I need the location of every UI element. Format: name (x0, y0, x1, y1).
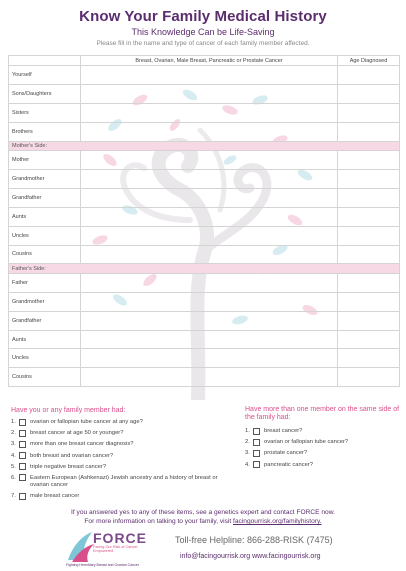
instruction-text: Please fill in the name and type of cancer of each family member affected. (96, 40, 310, 47)
table-row[interactable] (9, 66, 400, 85)
table-row[interactable] (9, 311, 400, 330)
row-label: Aunts (9, 330, 81, 349)
checkbox[interactable] (19, 493, 26, 500)
cancer-cell[interactable] (81, 245, 338, 264)
row-label: Sons/Daughters (9, 84, 81, 103)
cancer-cell[interactable] (81, 122, 338, 141)
family-history-table (8, 55, 400, 387)
row-label: Yourself (9, 66, 81, 85)
left-question-list (11, 419, 236, 504)
table-row[interactable] (9, 245, 400, 264)
table-row[interactable] (9, 169, 400, 188)
age-cell[interactable] (338, 169, 400, 188)
checkbox[interactable] (19, 430, 26, 437)
right-question-list (245, 428, 400, 473)
list-item (11, 430, 236, 437)
logo-subtagline: Fighting Hereditary Breast and Ovarian Cancer (66, 563, 139, 567)
item-text: prostate cancer? (264, 450, 308, 457)
call-to-action (0, 508, 406, 526)
checkbox[interactable] (19, 441, 26, 448)
item-number: 4. (245, 461, 250, 468)
list-item (245, 439, 400, 446)
row-label: Grandfather (9, 188, 81, 207)
checkbox[interactable] (253, 450, 260, 457)
list-item (245, 462, 400, 469)
age-cell[interactable] (338, 368, 400, 387)
list-item (11, 453, 236, 460)
item-number: 2. (11, 430, 16, 437)
list-item (245, 428, 400, 435)
row-label: Grandmother (9, 292, 81, 311)
age-cell[interactable] (338, 349, 400, 368)
checkbox[interactable] (253, 439, 260, 446)
section-label: Mother's Side: (9, 141, 400, 151)
age-cell[interactable] (338, 311, 400, 330)
item-number: 1. (11, 419, 16, 425)
age-cell[interactable] (338, 292, 400, 311)
list-item (11, 441, 236, 448)
table-row[interactable] (9, 103, 400, 122)
col-age-header: Age Diagnosed (338, 56, 400, 66)
table-row[interactable] (9, 349, 400, 368)
item-text: more than one breast cancer diagnosis? (30, 441, 134, 448)
section-row-mother (9, 141, 400, 151)
cancer-cell[interactable] (81, 188, 338, 207)
item-text: male breast cancer (30, 493, 80, 500)
cancer-cell[interactable] (81, 368, 338, 387)
col-cancer-header: Breast, Ovarian, Male Breast, Pancreatic or Prostate Cancer (81, 56, 338, 66)
cta-prefix: For more information on talking to your family, visit (84, 518, 234, 525)
cancer-cell[interactable] (81, 226, 338, 245)
table-row[interactable] (9, 151, 400, 170)
checkbox[interactable] (19, 474, 26, 481)
cta-line-2 (0, 517, 406, 526)
row-label: Aunts (9, 207, 81, 226)
table-row[interactable] (9, 368, 400, 387)
age-cell[interactable] (338, 273, 400, 292)
row-label: Mother (9, 151, 81, 170)
cancer-cell[interactable] (81, 330, 338, 349)
row-label: Uncles (9, 349, 81, 368)
family-history-link[interactable]: facingourrisk.org/familyhistory. (233, 518, 322, 525)
item-text: ovarian or fallopian tube cancer? (264, 439, 349, 446)
table-row[interactable] (9, 273, 400, 292)
age-cell[interactable] (338, 122, 400, 141)
cancer-cell[interactable] (81, 292, 338, 311)
header-blank (9, 56, 81, 66)
item-number: 1. (245, 428, 250, 434)
cancer-cell[interactable] (81, 349, 338, 368)
table-row[interactable] (9, 330, 400, 349)
left-questions-heading: Have you or any family member had: (11, 407, 126, 414)
list-item (11, 464, 236, 471)
item-number: 4. (11, 452, 16, 459)
checkbox[interactable] (19, 419, 26, 426)
age-cell[interactable] (338, 151, 400, 170)
right-questions-heading: Have more than one member on the same side of the family had: (245, 406, 400, 421)
item-number: 3. (11, 441, 16, 448)
age-cell[interactable] (338, 188, 400, 207)
cancer-cell[interactable] (81, 84, 338, 103)
age-cell[interactable] (338, 245, 400, 264)
row-label: Grandfather (9, 311, 81, 330)
page-title: Know Your Family Medical History (79, 8, 327, 25)
list-item (11, 475, 236, 489)
table-row[interactable] (9, 226, 400, 245)
item-number: 5. (11, 463, 16, 470)
contact-links[interactable]: info@facingourrisk.org www.facingourrisk.org (180, 553, 321, 560)
checkbox[interactable] (253, 461, 260, 468)
item-number: 3. (245, 450, 250, 457)
item-text: pancreatic cancer? (264, 461, 313, 468)
cancer-cell[interactable] (81, 169, 338, 188)
cancer-cell[interactable] (81, 103, 338, 122)
item-number: 2. (245, 439, 250, 446)
item-text: ovarian or fallopian tube cancer at any age? (30, 419, 143, 425)
checkbox[interactable] (253, 428, 260, 435)
item-text: Eastern European (Ashkenazi) Jewish ancestry and a history of breast or ovarian cancer (30, 474, 218, 488)
page-subtitle: This Knowledge Can be Life-Saving (131, 27, 275, 37)
table-row[interactable] (9, 84, 400, 103)
age-cell[interactable] (338, 66, 400, 85)
item-number: 7. (11, 493, 16, 500)
age-cell[interactable] (338, 103, 400, 122)
row-label: Grandmother (9, 169, 81, 188)
checkbox[interactable] (19, 463, 26, 470)
table-row[interactable] (9, 292, 400, 311)
table-row[interactable] (9, 207, 400, 226)
cta-line-1: If you answered yes to any of these items, see a genetics expert and contact FORCE now. (71, 509, 335, 516)
row-label: Sisters (9, 103, 81, 122)
age-cell[interactable] (338, 84, 400, 103)
cancer-cell[interactable] (81, 66, 338, 85)
row-label: Brothers (9, 122, 81, 141)
item-text: both breast and ovarian cancer? (30, 452, 114, 459)
age-cell[interactable] (338, 226, 400, 245)
row-label: Uncles (9, 226, 81, 245)
list-item (11, 493, 236, 500)
item-text: breast cancer at age 50 or younger? (30, 430, 124, 437)
item-number: 6. (11, 474, 16, 481)
age-cell[interactable] (338, 330, 400, 349)
row-label: Cousins (9, 368, 81, 387)
age-cell[interactable] (338, 207, 400, 226)
logo-tagline: Facing Our Risk of Cancer Empowered (93, 545, 138, 553)
cancer-cell[interactable] (81, 273, 338, 292)
table-row[interactable] (9, 122, 400, 141)
row-label: Father (9, 273, 81, 292)
checkbox[interactable] (19, 452, 26, 459)
table-row[interactable] (9, 188, 400, 207)
section-label: Father's Side: (9, 264, 400, 274)
cancer-cell[interactable] (81, 151, 338, 170)
list-item (11, 419, 236, 426)
cancer-cell[interactable] (81, 311, 338, 330)
item-text: triple negative breast cancer? (30, 463, 107, 470)
cancer-cell[interactable] (81, 207, 338, 226)
logo-wordmark: FORCE (93, 530, 147, 546)
row-label: Cousins (9, 245, 81, 264)
helpline-text: Toll-free Helpline: 866-288-RISK (7475) (175, 535, 333, 545)
item-text: breast cancer? (264, 428, 303, 434)
list-item (245, 450, 400, 457)
section-row-father (9, 264, 400, 274)
